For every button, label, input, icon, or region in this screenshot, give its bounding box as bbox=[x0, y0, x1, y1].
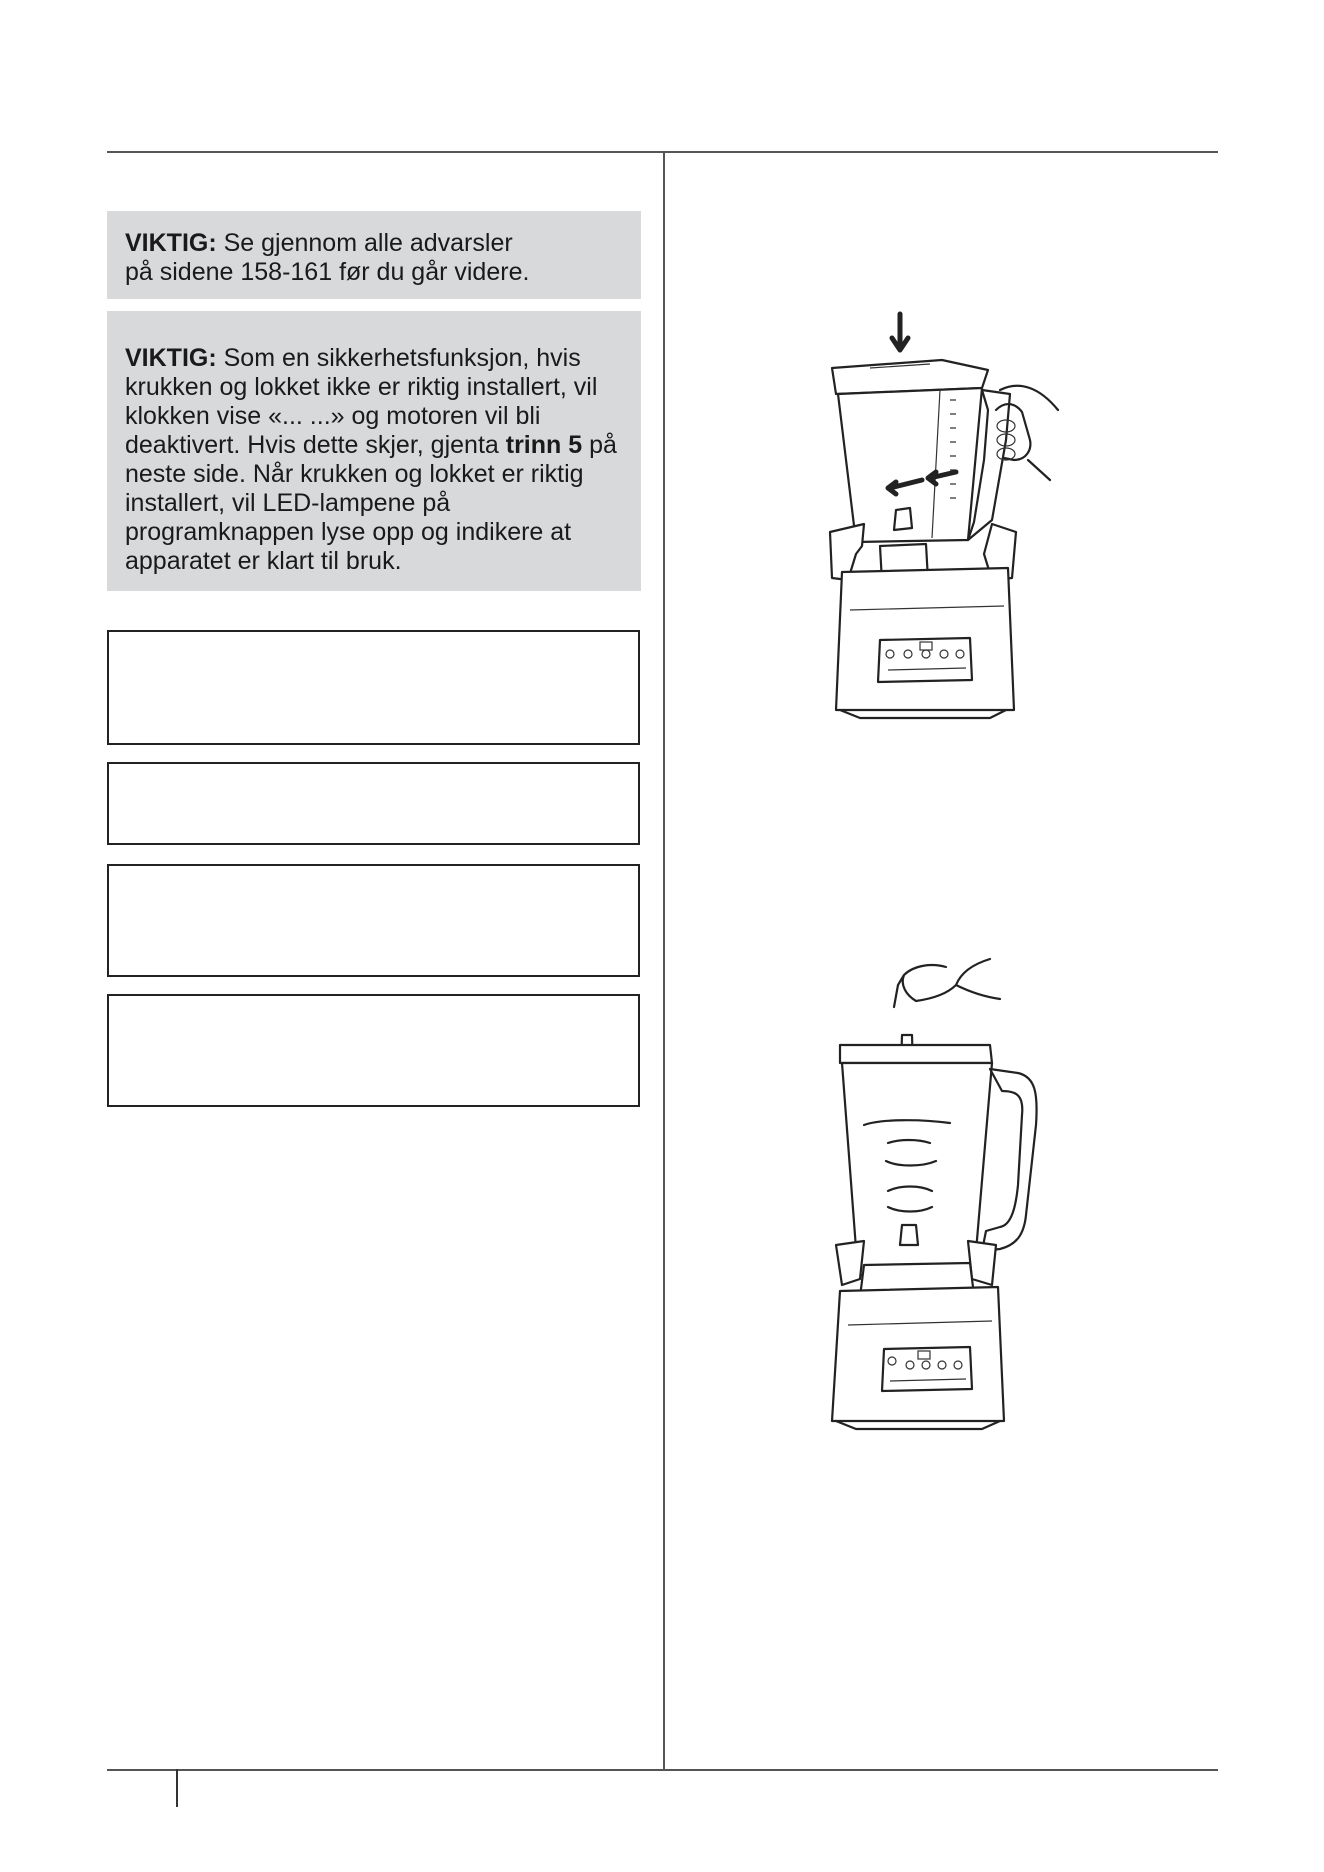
column-divider bbox=[663, 151, 665, 1771]
important-notice-safety bbox=[107, 311, 641, 591]
blender-jar-install-illustration bbox=[770, 310, 1070, 720]
empty-box bbox=[107, 630, 640, 745]
notice-text-continued: på neste side. Når krukken og lokket er riktig installert, vil LED-lampene på programknappen lyse opp og indikere at apparatet er klart til bruk. bbox=[125, 431, 617, 575]
important-notice-warnings bbox=[107, 211, 641, 299]
empty-box bbox=[107, 994, 640, 1107]
empty-box bbox=[107, 762, 640, 845]
page-number-divider bbox=[176, 1769, 178, 1807]
empty-box bbox=[107, 864, 640, 977]
notice-text-line2: på sidene 158-161 før du går videre. bbox=[125, 258, 530, 286]
blade-assembly-insert-illustration bbox=[760, 945, 1060, 1435]
notice-text-line1: Se gjennom alle advarsler bbox=[216, 229, 513, 257]
step-reference: trinn 5 bbox=[505, 431, 583, 459]
notice-text: Som en sikkerhetsfunksjon, hvis krukken og lokket ikke er riktig installert, vil klokken vise «... ...» og motoren vil bli deaktivert. Hvis dette skjer, gjenta bbox=[125, 344, 598, 459]
important-label: VIKTIG: bbox=[125, 344, 217, 372]
important-label: VIKTIG: bbox=[125, 229, 217, 257]
bottom-rule bbox=[107, 1769, 1218, 1771]
